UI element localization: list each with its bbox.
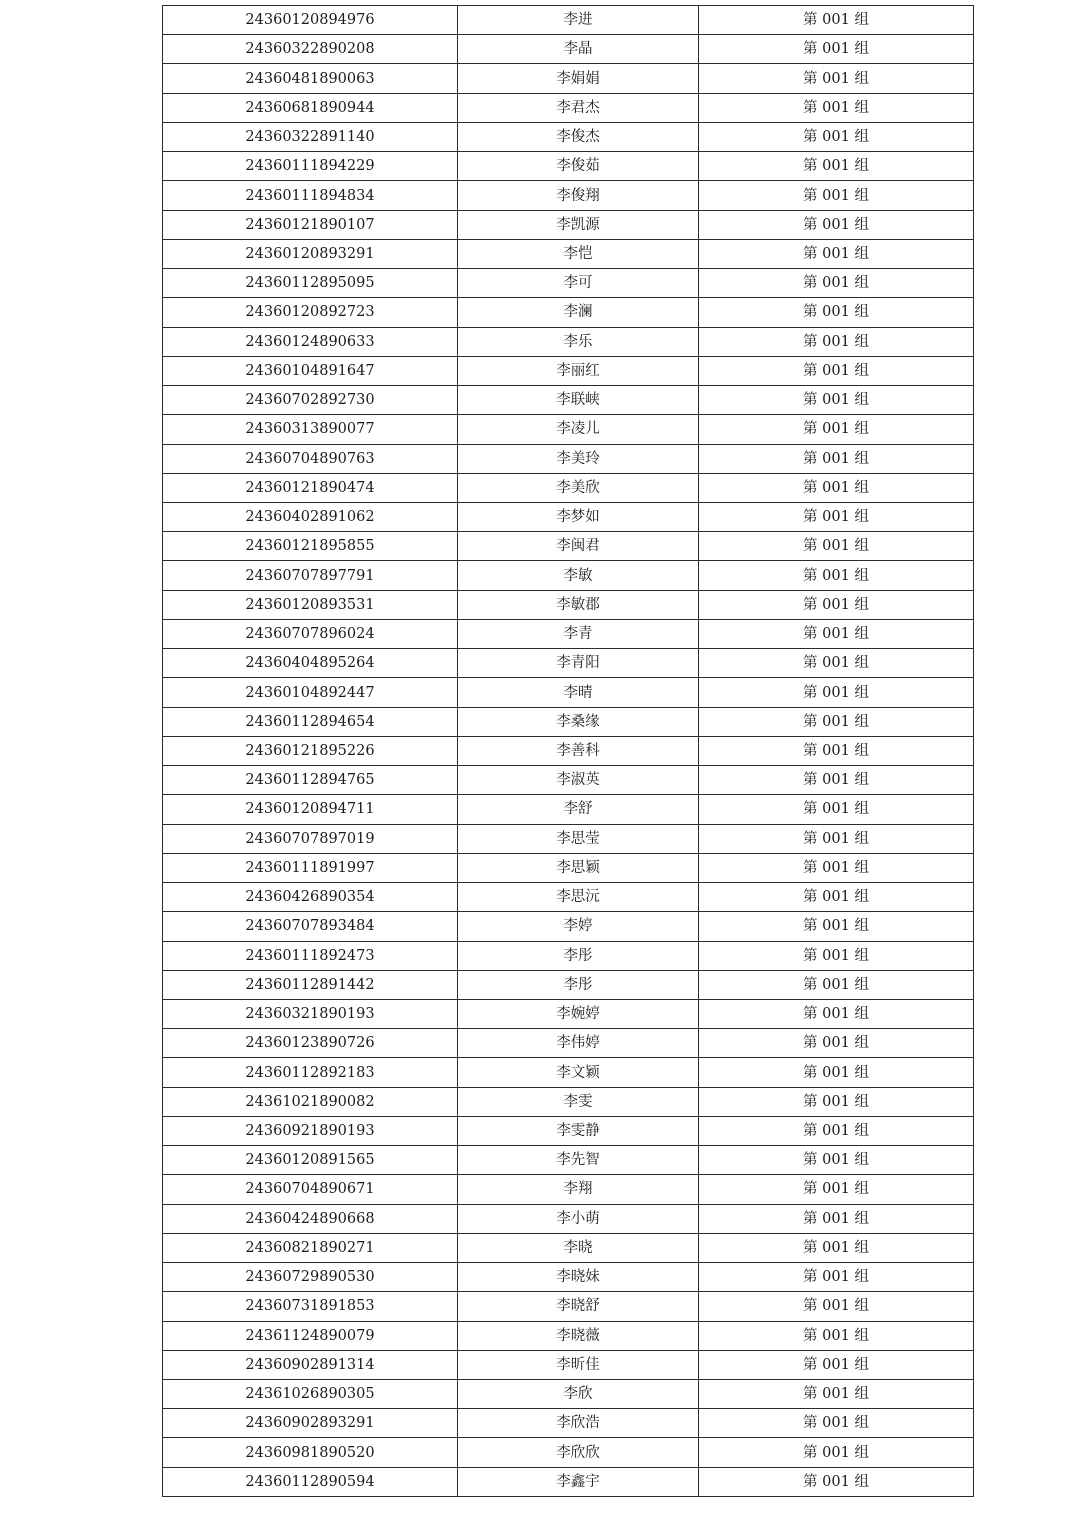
candidate-name-cell: 李婉婷	[458, 999, 699, 1028]
candidate-id-cell: 24360121890107	[163, 210, 458, 239]
table-row	[163, 327, 974, 356]
candidate-name-cell: 李小萌	[458, 1204, 699, 1233]
table-row	[163, 912, 974, 941]
table-row	[163, 1116, 974, 1145]
table-row	[163, 1233, 974, 1262]
candidate-name-cell: 李欣浩	[458, 1409, 699, 1438]
candidate-id-cell: 24360731891853	[163, 1292, 458, 1321]
candidate-id-cell: 24360121895855	[163, 532, 458, 561]
table-row	[163, 1350, 974, 1379]
group-cell: 第 001 组	[699, 1409, 974, 1438]
table-row	[163, 386, 974, 415]
group-cell: 第 001 组	[699, 561, 974, 590]
candidate-name-cell: 李文颖	[458, 1058, 699, 1087]
table-row	[163, 415, 974, 444]
candidate-name-cell: 李彤	[458, 941, 699, 970]
candidate-name-cell: 李乐	[458, 327, 699, 356]
table-row	[163, 181, 974, 210]
candidate-id-cell: 24360313890077	[163, 415, 458, 444]
candidate-id-cell: 24360121890474	[163, 473, 458, 502]
table-row	[163, 356, 974, 385]
candidate-id-cell: 24360322890208	[163, 35, 458, 64]
group-cell: 第 001 组	[699, 1204, 974, 1233]
candidate-name-cell: 李伟婷	[458, 1029, 699, 1058]
group-cell: 第 001 组	[699, 707, 974, 736]
candidate-name-cell: 李俊翔	[458, 181, 699, 210]
table-row	[163, 649, 974, 678]
group-cell: 第 001 组	[699, 795, 974, 824]
candidate-name-cell: 李思沅	[458, 883, 699, 912]
table-row	[163, 269, 974, 298]
group-cell: 第 001 组	[699, 941, 974, 970]
table-row	[163, 999, 974, 1028]
candidate-name-cell: 李善科	[458, 736, 699, 765]
candidate-name-cell: 李晓薇	[458, 1321, 699, 1350]
candidate-name-cell: 李丽红	[458, 356, 699, 385]
candidate-name-cell: 李青阳	[458, 649, 699, 678]
group-cell: 第 001 组	[699, 473, 974, 502]
group-cell: 第 001 组	[699, 298, 974, 327]
candidate-id-cell: 24360112892183	[163, 1058, 458, 1087]
table-row	[163, 1175, 974, 1204]
group-cell: 第 001 组	[699, 1321, 974, 1350]
candidate-id-cell: 24360120894711	[163, 795, 458, 824]
candidate-id-cell: 24361021890082	[163, 1087, 458, 1116]
table-row	[163, 122, 974, 151]
table-row	[163, 1380, 974, 1409]
candidate-id-cell: 24360481890063	[163, 64, 458, 93]
group-cell: 第 001 组	[699, 1380, 974, 1409]
group-cell: 第 001 组	[699, 649, 974, 678]
candidate-id-cell: 24360112895095	[163, 269, 458, 298]
group-cell: 第 001 组	[699, 6, 974, 35]
table-row	[163, 766, 974, 795]
table-row	[163, 1467, 974, 1496]
candidate-name-cell: 李晴	[458, 678, 699, 707]
candidate-id-cell: 24360111894834	[163, 181, 458, 210]
candidate-id-cell: 24360426890354	[163, 883, 458, 912]
group-cell: 第 001 组	[699, 1263, 974, 1292]
candidate-id-cell: 24360120893291	[163, 239, 458, 268]
group-cell: 第 001 组	[699, 210, 974, 239]
candidate-id-cell: 24360120891565	[163, 1146, 458, 1175]
candidate-name-cell: 李淑英	[458, 766, 699, 795]
group-cell: 第 001 组	[699, 1029, 974, 1058]
candidate-name-cell: 李凯源	[458, 210, 699, 239]
candidate-name-cell: 李雯	[458, 1087, 699, 1116]
table-row	[163, 1204, 974, 1233]
candidate-id-cell: 24360424890668	[163, 1204, 458, 1233]
candidate-id-cell: 24360112890594	[163, 1467, 458, 1496]
candidate-id-cell: 24360111892473	[163, 941, 458, 970]
candidate-name-cell: 李君杰	[458, 93, 699, 122]
table-row	[163, 736, 974, 765]
table-row	[163, 1438, 974, 1467]
group-cell: 第 001 组	[699, 1467, 974, 1496]
table-row	[163, 210, 974, 239]
candidate-name-cell: 李晓妹	[458, 1263, 699, 1292]
group-cell: 第 001 组	[699, 853, 974, 882]
candidate-id-cell: 24360120894976	[163, 6, 458, 35]
candidate-name-cell: 李澜	[458, 298, 699, 327]
candidate-name-cell: 李欣	[458, 1380, 699, 1409]
group-cell: 第 001 组	[699, 327, 974, 356]
candidate-name-cell: 李闽君	[458, 532, 699, 561]
candidate-name-cell: 李婷	[458, 912, 699, 941]
table-row	[163, 561, 974, 590]
candidate-name-cell: 李可	[458, 269, 699, 298]
candidate-name-cell: 李进	[458, 6, 699, 35]
table-row	[163, 93, 974, 122]
candidate-id-cell: 24360707893484	[163, 912, 458, 941]
candidate-id-cell: 24360120893531	[163, 590, 458, 619]
candidate-id-cell: 24361124890079	[163, 1321, 458, 1350]
candidate-name-cell: 李敏	[458, 561, 699, 590]
candidate-name-cell: 李鑫宇	[458, 1467, 699, 1496]
candidate-name-cell: 李俊杰	[458, 122, 699, 151]
candidate-name-cell: 李欣欣	[458, 1438, 699, 1467]
table-row	[163, 239, 974, 268]
table-row	[163, 941, 974, 970]
candidate-name-cell: 李晓	[458, 1233, 699, 1262]
table-row	[163, 707, 974, 736]
candidate-id-cell: 24360707897791	[163, 561, 458, 590]
table-row	[163, 970, 974, 999]
table-row	[163, 1292, 974, 1321]
candidate-name-cell: 李思颖	[458, 853, 699, 882]
group-cell: 第 001 组	[699, 1350, 974, 1379]
group-cell: 第 001 组	[699, 1233, 974, 1262]
table-row	[163, 1029, 974, 1058]
table-row	[163, 532, 974, 561]
table-row	[163, 678, 974, 707]
group-cell: 第 001 组	[699, 736, 974, 765]
group-cell: 第 001 组	[699, 181, 974, 210]
candidate-id-cell: 24360981890520	[163, 1438, 458, 1467]
group-cell: 第 001 组	[699, 1116, 974, 1145]
candidate-name-cell: 李恺	[458, 239, 699, 268]
candidate-id-cell: 24361026890305	[163, 1380, 458, 1409]
candidate-name-cell: 李桑缘	[458, 707, 699, 736]
group-cell: 第 001 组	[699, 619, 974, 648]
table-row	[163, 1321, 974, 1350]
roster-sheet	[162, 5, 973, 1497]
candidate-id-cell: 24360111891997	[163, 853, 458, 882]
group-cell: 第 001 组	[699, 152, 974, 181]
group-cell: 第 001 组	[699, 883, 974, 912]
group-cell: 第 001 组	[699, 1175, 974, 1204]
candidate-id-cell: 24360707897019	[163, 824, 458, 853]
candidate-name-cell: 李联峡	[458, 386, 699, 415]
candidate-name-cell: 李翔	[458, 1175, 699, 1204]
candidate-id-cell: 24360704890671	[163, 1175, 458, 1204]
table-row	[163, 444, 974, 473]
candidate-id-cell: 24360104891647	[163, 356, 458, 385]
candidate-name-cell: 李晓舒	[458, 1292, 699, 1321]
candidate-id-cell: 24360702892730	[163, 386, 458, 415]
candidate-id-cell: 24360124890633	[163, 327, 458, 356]
candidate-id-cell: 24360104892447	[163, 678, 458, 707]
group-cell: 第 001 组	[699, 1087, 974, 1116]
candidate-id-cell: 24360402891062	[163, 502, 458, 531]
table-row	[163, 1263, 974, 1292]
table-row	[163, 35, 974, 64]
group-cell: 第 001 组	[699, 444, 974, 473]
candidate-name-cell: 李凌儿	[458, 415, 699, 444]
candidate-name-cell: 李青	[458, 619, 699, 648]
table-row	[163, 473, 974, 502]
candidate-id-cell: 24360321890193	[163, 999, 458, 1028]
table-row	[163, 152, 974, 181]
candidate-name-cell: 李昕佳	[458, 1350, 699, 1379]
group-cell: 第 001 组	[699, 912, 974, 941]
candidate-name-cell: 李娟娟	[458, 64, 699, 93]
candidate-name-cell: 李雯静	[458, 1116, 699, 1145]
candidate-id-cell: 24360121895226	[163, 736, 458, 765]
table-row	[163, 1058, 974, 1087]
group-cell: 第 001 组	[699, 415, 974, 444]
group-cell: 第 001 组	[699, 970, 974, 999]
group-cell: 第 001 组	[699, 122, 974, 151]
group-cell: 第 001 组	[699, 532, 974, 561]
candidate-name-cell: 李彤	[458, 970, 699, 999]
group-cell: 第 001 组	[699, 35, 974, 64]
candidate-id-cell: 24360123890726	[163, 1029, 458, 1058]
candidate-id-cell: 24360707896024	[163, 619, 458, 648]
group-cell: 第 001 组	[699, 766, 974, 795]
group-cell: 第 001 组	[699, 64, 974, 93]
table-row	[163, 853, 974, 882]
roster-table	[162, 5, 974, 1497]
candidate-id-cell: 24360681890944	[163, 93, 458, 122]
candidate-id-cell: 24360112894654	[163, 707, 458, 736]
group-cell: 第 001 组	[699, 1058, 974, 1087]
table-row	[163, 1146, 974, 1175]
group-cell: 第 001 组	[699, 502, 974, 531]
candidate-id-cell: 24360902891314	[163, 1350, 458, 1379]
candidate-id-cell: 24360112891442	[163, 970, 458, 999]
table-row	[163, 1409, 974, 1438]
candidate-id-cell: 24360120892723	[163, 298, 458, 327]
group-cell: 第 001 组	[699, 1438, 974, 1467]
group-cell: 第 001 组	[699, 999, 974, 1028]
group-cell: 第 001 组	[699, 590, 974, 619]
candidate-id-cell: 24360322891140	[163, 122, 458, 151]
candidate-name-cell: 李敏郡	[458, 590, 699, 619]
candidate-id-cell: 24360704890763	[163, 444, 458, 473]
table-row	[163, 502, 974, 531]
group-cell: 第 001 组	[699, 678, 974, 707]
candidate-name-cell: 李俊茹	[458, 152, 699, 181]
table-row	[163, 298, 974, 327]
table-row	[163, 619, 974, 648]
candidate-name-cell: 李晶	[458, 35, 699, 64]
candidate-name-cell: 李舒	[458, 795, 699, 824]
table-row	[163, 1087, 974, 1116]
candidate-name-cell: 李美玲	[458, 444, 699, 473]
table-row	[163, 64, 974, 93]
table-row	[163, 795, 974, 824]
table-row	[163, 883, 974, 912]
group-cell: 第 001 组	[699, 269, 974, 298]
candidate-name-cell: 李梦如	[458, 502, 699, 531]
table-row	[163, 590, 974, 619]
candidate-id-cell: 24360921890193	[163, 1116, 458, 1145]
candidate-id-cell: 24360729890530	[163, 1263, 458, 1292]
group-cell: 第 001 组	[699, 386, 974, 415]
candidate-id-cell: 24360111894229	[163, 152, 458, 181]
candidate-name-cell: 李美欣	[458, 473, 699, 502]
table-row	[163, 824, 974, 853]
candidate-name-cell: 李思莹	[458, 824, 699, 853]
candidate-id-cell: 24360902893291	[163, 1409, 458, 1438]
candidate-id-cell: 24360112894765	[163, 766, 458, 795]
group-cell: 第 001 组	[699, 356, 974, 385]
group-cell: 第 001 组	[699, 239, 974, 268]
group-cell: 第 001 组	[699, 824, 974, 853]
roster-table-body	[163, 6, 974, 1497]
candidate-id-cell: 24360821890271	[163, 1233, 458, 1262]
group-cell: 第 001 组	[699, 93, 974, 122]
group-cell: 第 001 组	[699, 1146, 974, 1175]
candidate-name-cell: 李先智	[458, 1146, 699, 1175]
candidate-id-cell: 24360404895264	[163, 649, 458, 678]
group-cell: 第 001 组	[699, 1292, 974, 1321]
table-row	[163, 6, 974, 35]
